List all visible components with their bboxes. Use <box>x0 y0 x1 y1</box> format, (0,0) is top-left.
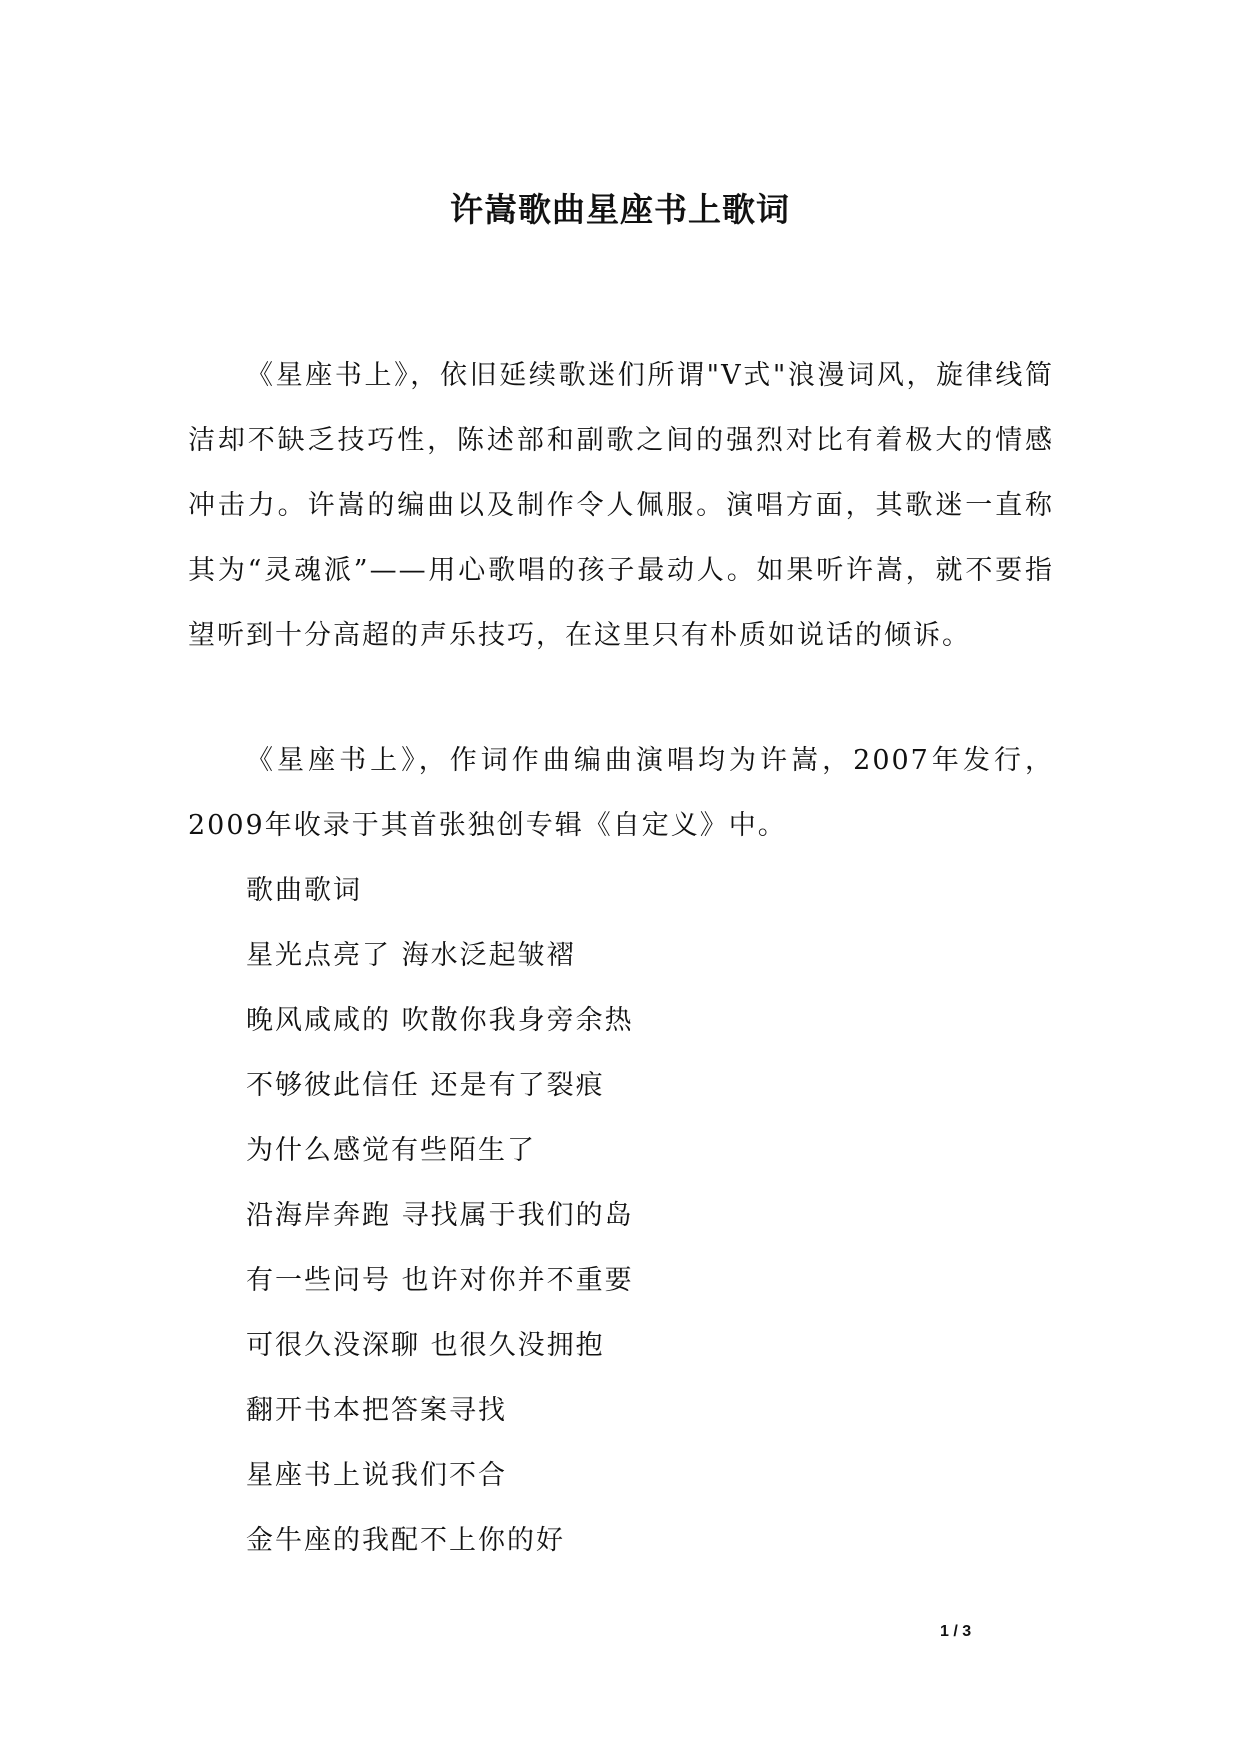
lyric-line: 为什么感觉有些陌生了 <box>246 1135 536 1166</box>
lyric-line: 沿海岸奔跑 寻找属于我们的岛 <box>246 1200 634 1231</box>
lyric-line: 星光点亮了 海水泛起皱褶 <box>246 940 576 971</box>
release-paragraph: 《星座书上》，作词作曲编曲演唱均为许嵩，2007年发行，2009年收录于其首张独创专辑《自定义》中。 <box>188 745 1054 841</box>
lyric-line: 翻开书本把答案寻找 <box>246 1395 507 1426</box>
lyric-line: 金牛座的我配不上你的好 <box>246 1525 565 1556</box>
lyric-line: 星座书上说我们不合 <box>246 1460 507 1491</box>
lyric-line: 有一些问号 也许对你并不重要 <box>246 1265 634 1296</box>
lyrics-list <box>246 858 1046 1573</box>
lyric-line: 晚风咸咸的 吹散你我身旁余热 <box>246 1005 634 1036</box>
lyrics-heading: 歌曲歌词 <box>246 875 362 906</box>
intro-paragraph: 《星座书上》，依旧延续歌迷们所谓"V式"浪漫词风，旋律线简洁却不缺乏技巧性，陈述部和副歌之间的强烈对比有着极大的情感冲击力。许嵩的编曲以及制作令人佩服。演唱方面，其歌迷一直称其为“灵魂派”——用心歌唱的孩子最动人。如果听许嵩，就不要指望听到十分高超的声乐技巧，在这里只有朴质如说话的倾诉。 <box>188 360 1054 651</box>
document-title: 许嵩歌曲星座书上歌词 <box>450 190 790 229</box>
lyric-line: 可很久没深聊 也很久没拥抱 <box>246 1330 605 1361</box>
lyric-line: 不够彼此信任 还是有了裂痕 <box>246 1070 605 1101</box>
page-number: 1 / 3 <box>940 1623 972 1640</box>
